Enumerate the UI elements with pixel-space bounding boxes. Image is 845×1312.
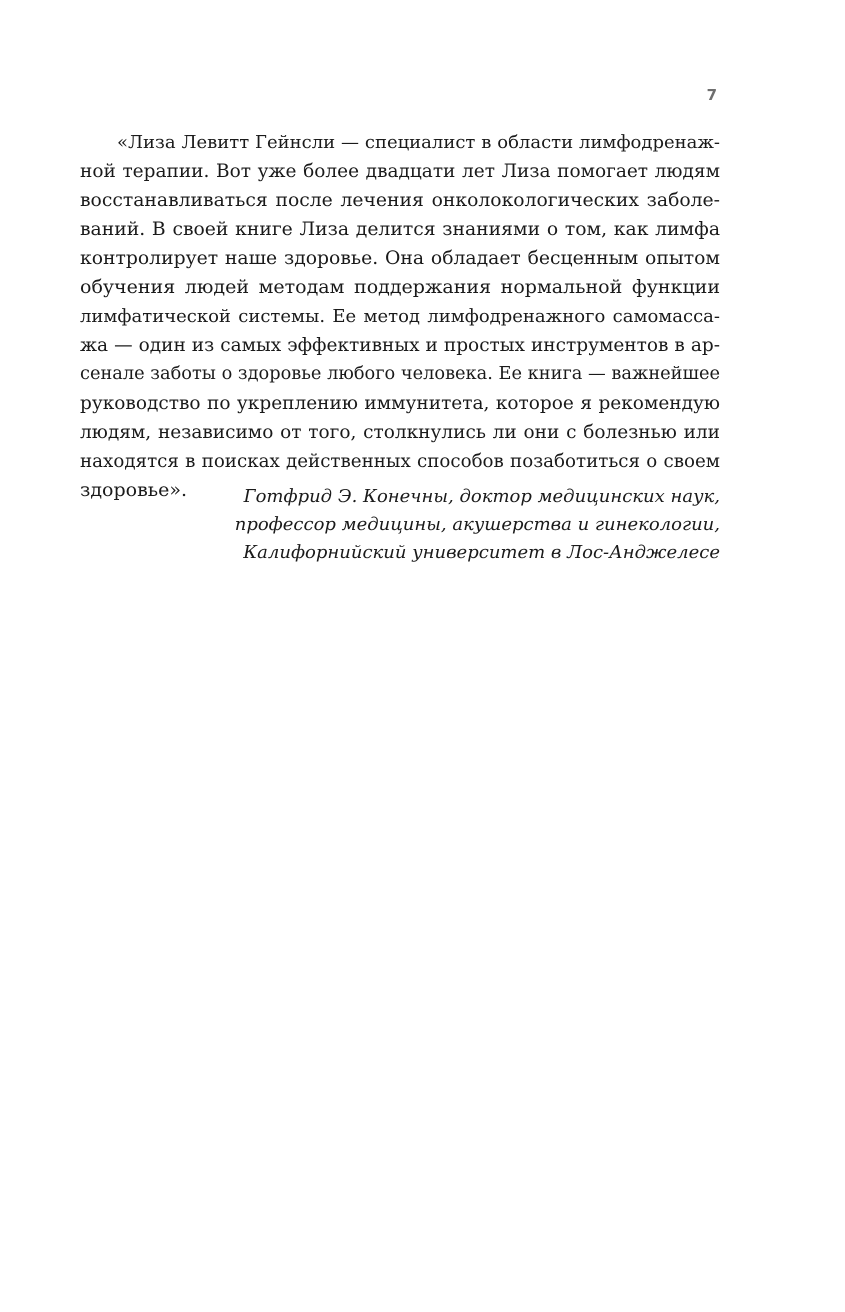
quote-line: жа — один из самых эффективных и простых инструментов в ар- [80, 335, 720, 356]
quote-line: ваний. В своей книге Лиза делится знаниями о том, как лимфа [80, 219, 720, 240]
quote-line: здоровье». [80, 479, 188, 501]
quote-line: лимфатической системы. Ее метод лимфодренажного самомасса- [80, 306, 720, 327]
quote-line: контролирует наше здоровье. Она обладает бесценным опытом [80, 248, 720, 269]
attribution-title: профессор медицины, акушерства и гинекологии, [234, 514, 720, 535]
quote-line: восстанавливаться после лечения онколокологических заболе- [80, 190, 720, 211]
quote-line: находятся в поисках действенных способов позаботиться о своем [80, 451, 720, 472]
quote-line: людям, независимо от того, столкнулись ли они с болезнью или [80, 422, 720, 443]
quote-line: «Лиза Левитт Гейнсли — специалист в области лимфодренаж- [117, 132, 720, 153]
attribution-affiliation: Калифорнийский университет в Лос-Анджелесе [243, 542, 720, 563]
quote-line: ной терапии. Вот уже более двадцати лет Лиза помогает людям [80, 161, 720, 182]
quote-line: обучения людей методам поддержания нормальной функции [80, 276, 720, 298]
quote-line: сенале заботы о здоровье любого человека. Ее книга — важнейшее [80, 364, 720, 384]
quote-paragraph [80, 128, 720, 505]
quote-line: руководство по укреплению иммунитета, которое я рекомендую [80, 393, 720, 414]
attribution-name: Готфрид Э. Конечны, доктор медицинских наук, [243, 486, 720, 507]
page-number: 7 [706, 86, 717, 104]
quote-attribution [80, 483, 720, 567]
